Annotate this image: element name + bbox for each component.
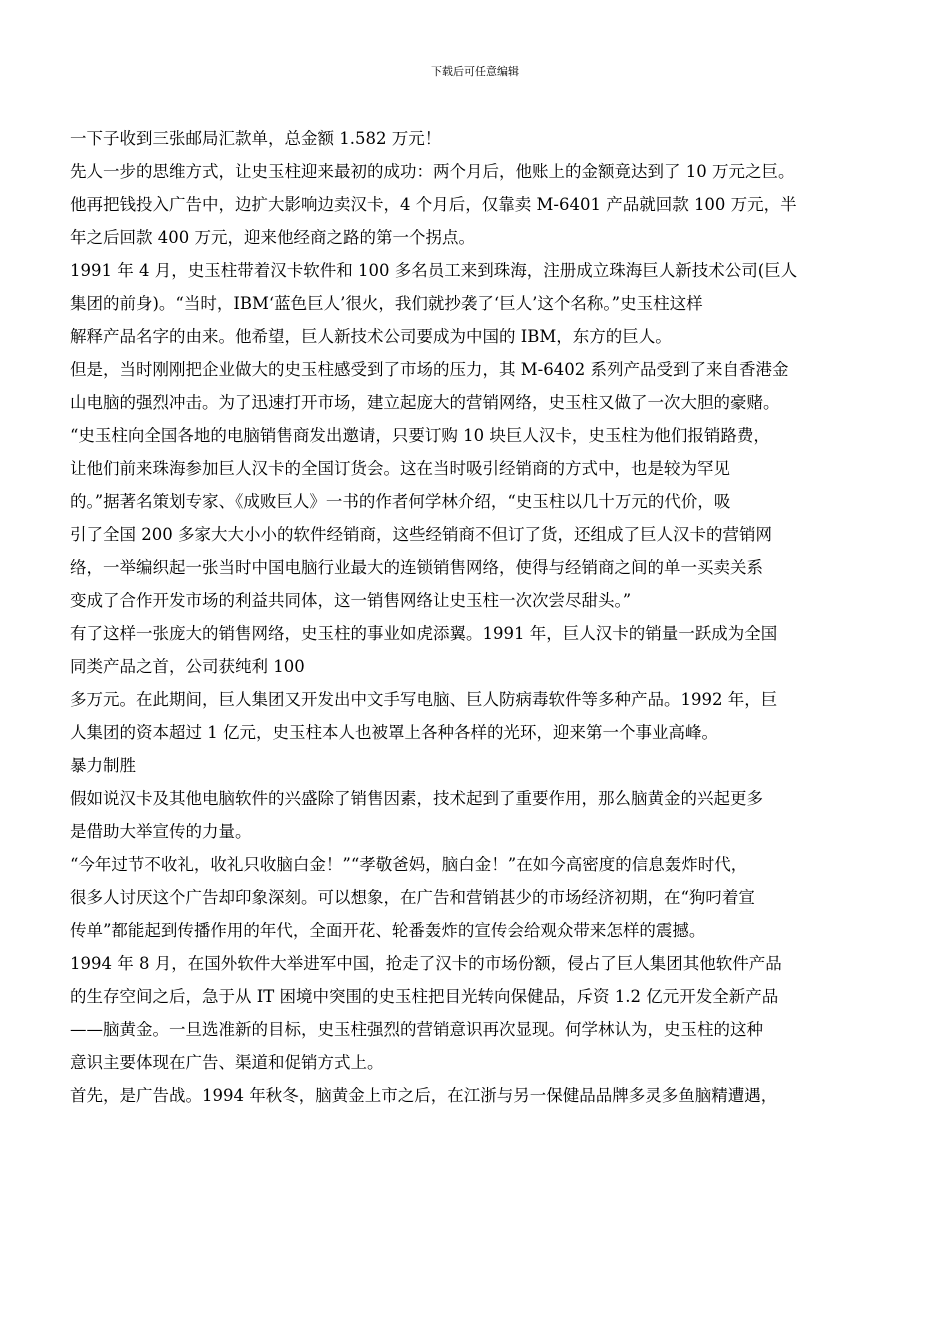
text-line: ——脑黄金。一旦选准新的目标，史玉柱强烈的营销意识再次显现。何学林认为，史玉柱的这种	[70, 1020, 763, 1039]
text-line: 但是，当时刚刚把企业做大的史玉柱感受到了市场的压力，其 M-6402 系列产品受到了来自香港金	[70, 360, 789, 379]
text-line: 传单”都能起到传播作用的年代，全面开花、轮番轰炸的宣传会给观众带来怎样的震撼。	[70, 921, 706, 940]
text-line: 的生存空间之后，急于从 IT 困境中突围的史玉柱把目光转向保健品，斥资 1.2 亿元开发全新产品	[70, 987, 779, 1006]
text-line: 1991 年 4 月，史玉柱带着汉卡软件和 100 多名员工来到珠海，注册成立珠海巨人新技术公司(巨人	[70, 261, 798, 280]
text-line: 人集团的资本超过 1 亿元，史玉柱本人也被罩上各种各样的光环，迎来第一个事业高峰。	[70, 723, 718, 742]
text-line: 络，一举编织起一张当时中国电脑行业最大的连锁销售网络，使得与经销商之间的单一买卖关系	[70, 558, 763, 577]
text-line: “今年过节不收礼，收礼只收脑白金！”“孝敬爸妈，脑白金！”在如今高密度的信息轰炸时代，	[70, 855, 748, 874]
text-line: 引了全国 200 多家大大小小的软件经销商，这些经销商不但订了货，还组成了巨人汉卡的营销网	[70, 525, 772, 544]
text-line: 先人一步的思维方式，让史玉柱迎来最初的成功：两个月后，他账上的金额竟达到了 10 万元之巨。	[70, 162, 795, 181]
text-line: 有了这样一张庞大的销售网络，史玉柱的事业如虎添翼。1991 年，巨人汉卡的销量一跃成为全国	[70, 624, 778, 643]
text-line: 同类产品之首，公司获纯利 100	[70, 657, 305, 676]
text-line: 山电脑的强烈冲击。为了迅速打开市场，建立起庞大的营销网络，史玉柱又做了一次大胆的豪赌。	[70, 393, 780, 412]
text-line: 多万元。在此期间，巨人集团又开发出中文手写电脑、巨人防病毒软件等多种产品。1992 年，巨	[70, 690, 778, 709]
text-line: 解释产品名字的由来。他希望，巨人新技术公司要成为中国的 IBM，东方的巨人。	[70, 327, 672, 346]
text-line: 集团的前身)。“当时，IBM‘蓝色巨人’很火，我们就抄袭了‘巨人’这个名称。”史玉柱这样	[70, 294, 703, 313]
text-line: 年之后回款 400 万元，迎来他经商之路的第一个拐点。	[70, 228, 475, 247]
section-heading: 暴力制胜	[70, 756, 136, 775]
text-line: 是借助大举宣传的力量。	[70, 822, 252, 841]
page-header: 下载后可任意编辑	[431, 65, 519, 78]
text-line: 首先，是广告战。1994 年秋冬，脑黄金上市之后，在江浙与另一保健品品牌多灵多鱼脑精遭遇，	[70, 1086, 778, 1105]
text-line: 意识主要体现在广告、渠道和促销方式上。	[70, 1053, 384, 1072]
text-line: 1994 年 8 月，在国外软件大举进军中国，抢走了汉卡的市场份额，侵占了巨人集团其他软件产品	[70, 954, 782, 973]
text-line: 一下子收到三张邮局汇款单，总金额 1.582 万元！	[70, 129, 442, 148]
text-line: 假如说汉卡及其他电脑软件的兴盛除了销售因素，技术起到了重要作用，那么脑黄金的兴起更多	[70, 789, 763, 808]
document-body	[70, 122, 882, 1112]
text-line: “史玉柱向全国各地的电脑销售商发出邀请，只要订购 10 块巨人汉卡，史玉柱为他们报销路费，	[70, 426, 770, 445]
text-line: 让他们前来珠海参加巨人汉卡的全国订货会。这在当时吸引经销商的方式中，也是较为罕见	[70, 459, 730, 478]
text-line: 的。”据著名策划专家、《成败巨人》一书的作者何学林介绍，“史玉柱以几十万元的代价，吸	[70, 492, 731, 511]
text-line: 他再把钱投入广告中，边扩大影响边卖汉卡，4 个月后，仅靠卖 M-6401 产品就回款 100 万元，半	[70, 195, 797, 214]
text-line: 很多人讨厌这个广告却印象深刻。可以想象，在广告和营销甚少的市场经济初期，在“狗叼着宣	[70, 888, 755, 907]
text-line: 变成了合作开发市场的利益共同体，这一销售网络让史玉柱一次次尝尽甜头。”	[70, 591, 632, 610]
